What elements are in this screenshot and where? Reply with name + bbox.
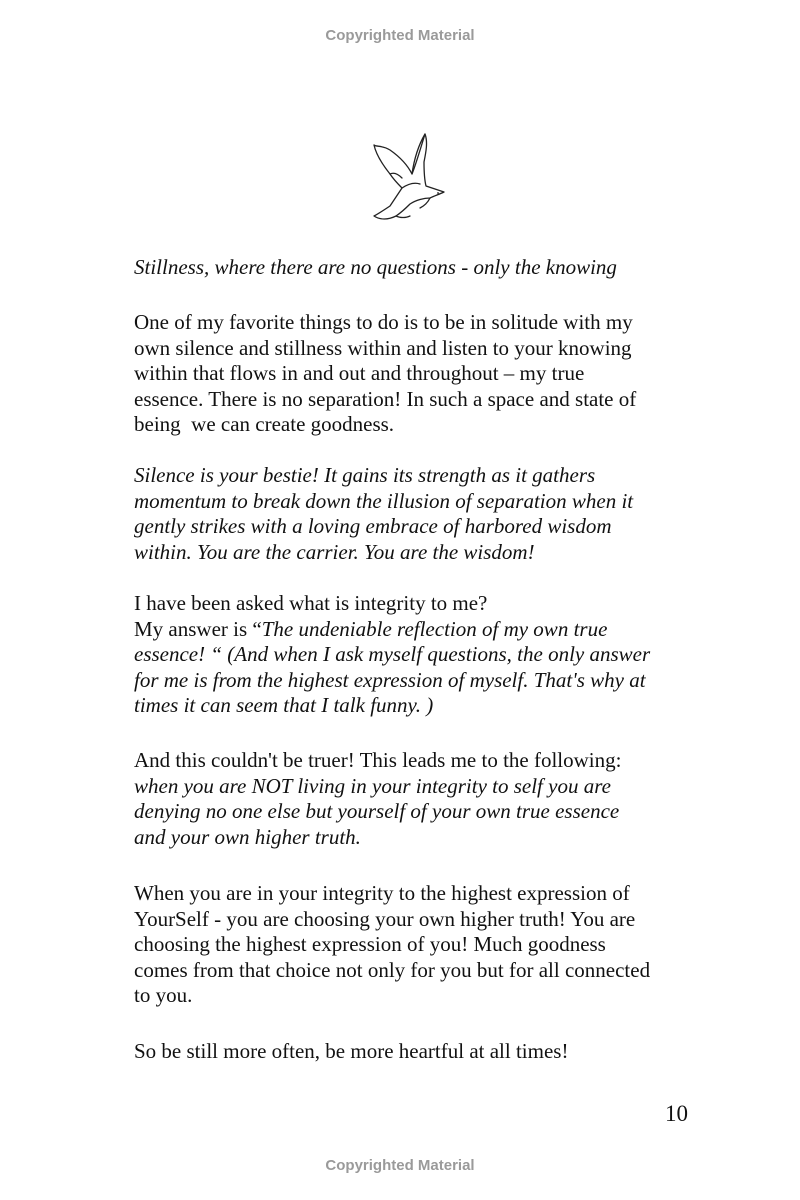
paragraph-solitude: One of my favorite things to do is to be in solitude with my own silence and stillness within and listen to your knowing within that flows in and out and throughout – my true essence. There is no separation! In such a space and state of being we can create goodness. bbox=[134, 310, 637, 436]
paragraph-higher-truth: When you are in your integrity to the highest expression of YourSelf - you are choosing your own higher truth! You are choosing the highest expression of you! Much goodness comes from that choice not only for you but for all connected to you. bbox=[134, 881, 651, 1007]
paragraph-truer: And this couldn't be truer! This leads me to the following: when you are NOT living in your integrity to self you are denying no one else but yourself of your own true essence and your own higher truth. bbox=[134, 748, 622, 849]
paragraph-integrity: I have been asked what is integrity to me? My answer is “The undeniable reflection of my own true essence! “ (And when I ask myself questions, the only answer for me is from the highest expression of myself. That's why at times it can seem that I talk funny. ) bbox=[134, 591, 651, 717]
section-heading: Stillness, where there are no questions - only the knowing bbox=[134, 255, 617, 279]
copyright-watermark-top: Copyrighted Material bbox=[325, 27, 475, 44]
copyright-watermark-bottom: Copyrighted Material bbox=[325, 1157, 475, 1174]
dove-icon bbox=[368, 130, 452, 226]
paragraph-silence: Silence is your bestie! It gains its strength as it gathers momentum to break down the illusion of separation when it gently strikes with a loving embrace of harbored wisdom within. You are the carrier. You are the wisdom! bbox=[134, 463, 634, 564]
page-number: 10 bbox=[665, 1101, 688, 1126]
closing-line: So be still more often, be more heartful at all times! bbox=[134, 1039, 569, 1063]
